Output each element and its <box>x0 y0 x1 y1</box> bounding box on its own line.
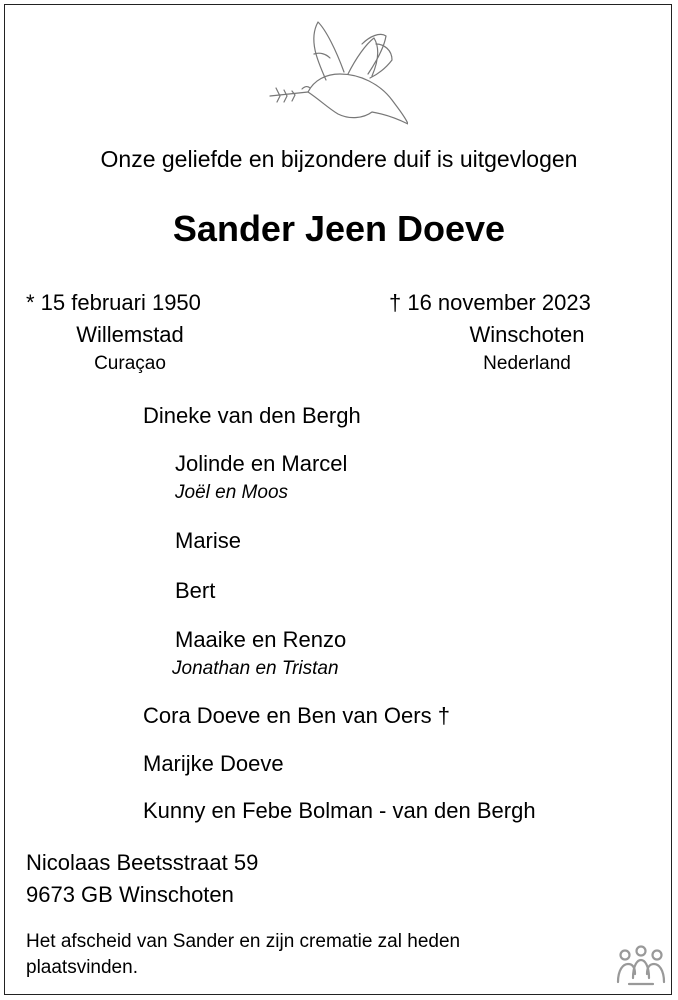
family-sibling-1: Cora Doeve en Ben van Oers † <box>143 703 450 728</box>
death-country: Nederland <box>483 353 571 374</box>
birth-date: * 15 februari 1950 <box>26 290 201 315</box>
family-child-4: Maaike en Renzo <box>175 627 347 652</box>
family-inlaws: Kunny en Febe Bolman - van den Bergh <box>143 798 536 823</box>
death-place: Winschoten <box>469 322 585 347</box>
family-child-3: Bert <box>175 578 216 603</box>
birth-country: Curaçao <box>94 353 166 374</box>
family-sibling-2: Marijke Doeve <box>143 751 284 776</box>
intro-text: Onze geliefde en bijzondere duif is uitgevlogen <box>100 146 578 172</box>
address-street: Nicolaas Beetsstraat 59 <box>26 850 259 875</box>
farewell-line-2: plaatsvinden. <box>26 957 138 978</box>
family-child-2: Marise <box>175 528 242 553</box>
family-partner: Dineke van den Bergh <box>143 403 361 428</box>
people-logo-icon <box>615 944 667 988</box>
family-child-1: Jolinde en Marcel <box>175 451 348 476</box>
address-city: 9673 GB Winschoten <box>26 882 234 907</box>
family-grandchildren-1: Joël en Moos <box>175 482 289 503</box>
farewell-line-1: Het afscheid van Sander en zijn crematie zal heden <box>26 931 461 952</box>
family-grandchildren-4: Jonathan en Tristan <box>172 658 339 679</box>
birth-place: Willemstad <box>76 322 184 347</box>
dove-icon <box>268 14 408 130</box>
death-date: † 16 november 2023 <box>389 290 591 315</box>
deceased-name: Sander Jeen Doeve <box>172 208 506 249</box>
